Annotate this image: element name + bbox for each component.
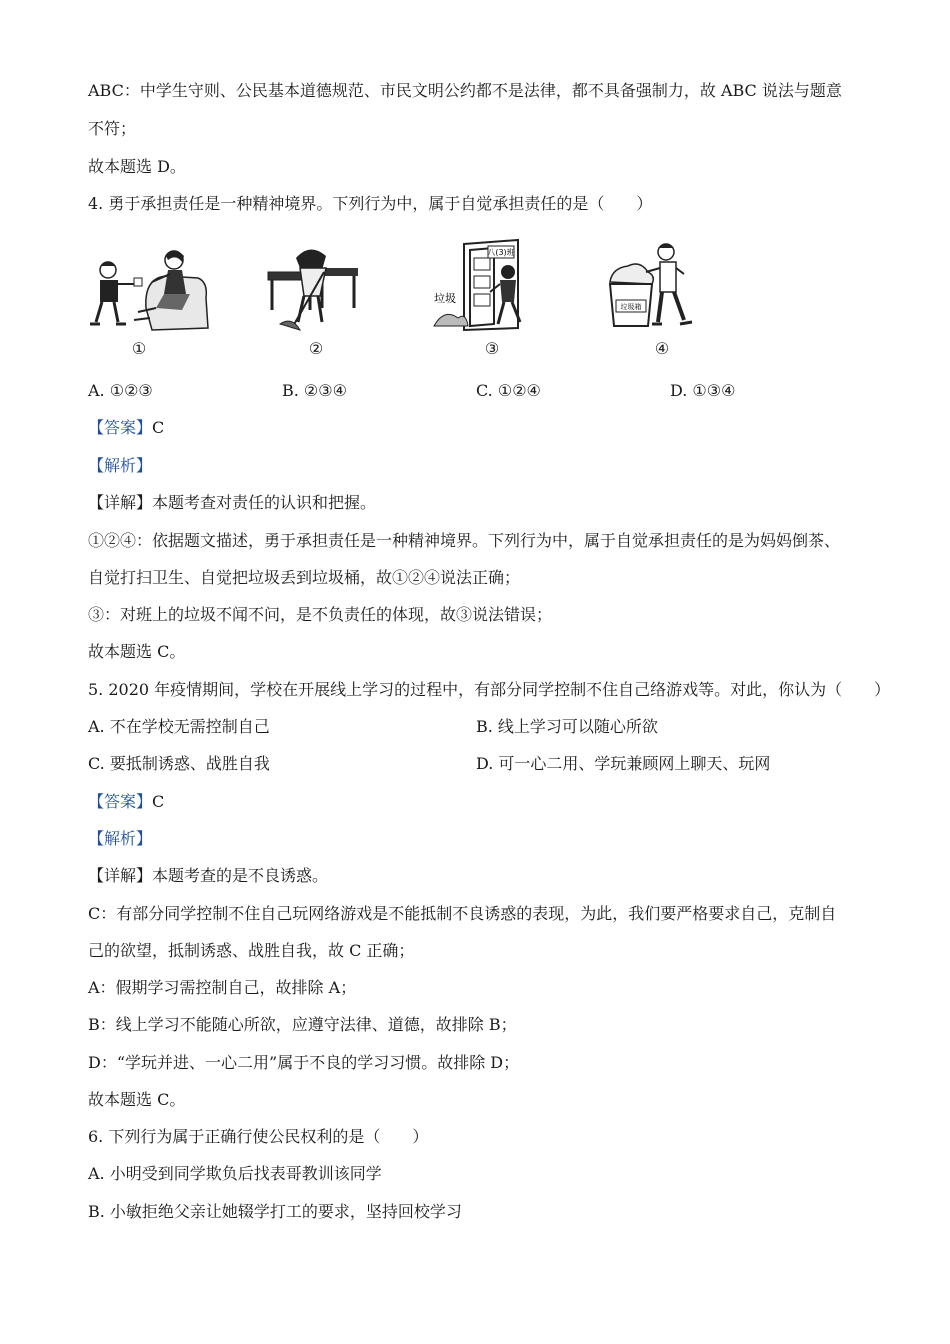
picture-label: ②: [308, 339, 324, 358]
q5-option-c: C. 要抵制诱惑、战胜自我: [88, 754, 270, 773]
class-sign-text: 八(3)班: [487, 248, 515, 257]
q4-picture-1: [86, 238, 214, 338]
text-line: ABC：中学生守则、公民基本道德规范、市民文明公约都不是法律，都不具备强制力，故 ABC 说法与题意: [88, 81, 842, 100]
q4-option-c: C. ①②④: [476, 381, 541, 400]
question-4-stem: 4. 勇于承担责任是一种精神境界。下列行为中，属于自觉承担责任的是（ ）: [88, 194, 653, 213]
text-line: 故本题选 C。: [88, 1090, 186, 1109]
throwing-garbage-in-bin-illustration: [604, 238, 708, 338]
question-5-stem: 5. 2020 年疫情期间，学校在开展线上学习的过程中，有部分同学控制不住自己络游戏等。对此，你认为（ ）: [88, 680, 891, 699]
q4-picture-2: [266, 238, 362, 338]
q5-option-d: D. 可一心二用、学玩兼顾网上聊天、玩网: [476, 754, 771, 773]
bin-label-text: 垃圾箱: [620, 303, 642, 311]
q5-option-b: B. 线上学习可以随心所欲: [476, 717, 658, 736]
detail-text: 本题考查对责任的认识和把握。: [152, 493, 377, 512]
q4-detail: [88, 492, 376, 514]
answer-tag: 【答案】: [88, 418, 153, 437]
q4-picture-4: [604, 238, 708, 338]
q6-option-a: A. 小明受到同学欺负后找表哥教训该同学: [88, 1164, 382, 1183]
q4-picture-3: [420, 236, 536, 338]
q5-option-a: A. 不在学校无需控制自己: [88, 717, 270, 736]
q6-option-b: B. 小敏拒绝父亲让她辍学打工的要求，坚持回校学习: [88, 1202, 462, 1221]
answer-value: C: [152, 418, 165, 437]
ignoring-garbage-illustration: [420, 236, 536, 338]
q4-option-a: A. ①②③: [88, 381, 153, 400]
q4-option-d: D. ①③④: [670, 381, 736, 400]
text-line: 己的欲望，抵制诱惑、战胜自我，故 C 正确；: [88, 941, 415, 960]
text-line: C：有部分同学控制不住自己玩网络游戏是不能抵制不良诱惑的表现，为此，我们要严格要求自己，克制自: [88, 904, 837, 923]
q5-analysis-tag: 【解析】: [88, 829, 153, 848]
text-line: 自觉打扫卫生、自觉把垃圾丢到垃圾桶，故①②④说法正确；: [88, 568, 521, 587]
text-line: D：“学玩并进、一心二用”属于不良的学习习惯。故排除 D；: [88, 1053, 520, 1072]
trash-label-text: 垃圾: [434, 292, 456, 305]
picture-label: ①: [131, 339, 147, 358]
picture-label: ③: [484, 339, 500, 358]
detail-tag: 【详解】: [88, 493, 153, 512]
text-line: 故本题选 D。: [88, 157, 186, 176]
text-line: 故本题选 C。: [88, 642, 186, 661]
q4-answer: [88, 417, 164, 439]
question-6-stem: 6. 下列行为属于正确行使公民权利的是（ ）: [88, 1127, 429, 1146]
text-line: ①②④：依据题文描述，勇于承担责任是一种精神境界。下列行为中，属于自觉承担责任的是为妈妈倒茶、: [88, 531, 841, 550]
detail-text: 本题考查的是不良诱惑。: [152, 866, 329, 885]
q4-analysis-tag: 【解析】: [88, 456, 153, 475]
child-serving-tea-illustration: [86, 238, 214, 338]
text-line: A：假期学习需控制自己，故排除 A；: [88, 978, 357, 997]
picture-label: ④: [654, 339, 670, 358]
q5-detail: [88, 865, 328, 887]
answer-value: C: [152, 792, 165, 811]
answer-tag: 【答案】: [88, 792, 153, 811]
q5-answer: [88, 791, 164, 813]
q4-option-b: B. ②③④: [282, 381, 347, 400]
student-sweeping-illustration: [266, 238, 362, 338]
text-line: 不符；: [88, 119, 137, 138]
detail-tag: 【详解】: [88, 866, 153, 885]
text-line: B：线上学习不能随心所欲，应遵守法律、道德，故排除 B；: [88, 1015, 517, 1034]
text-line: ③：对班上的垃圾不闻不问，是不负责任的体现，故③说法错误；: [88, 605, 553, 624]
